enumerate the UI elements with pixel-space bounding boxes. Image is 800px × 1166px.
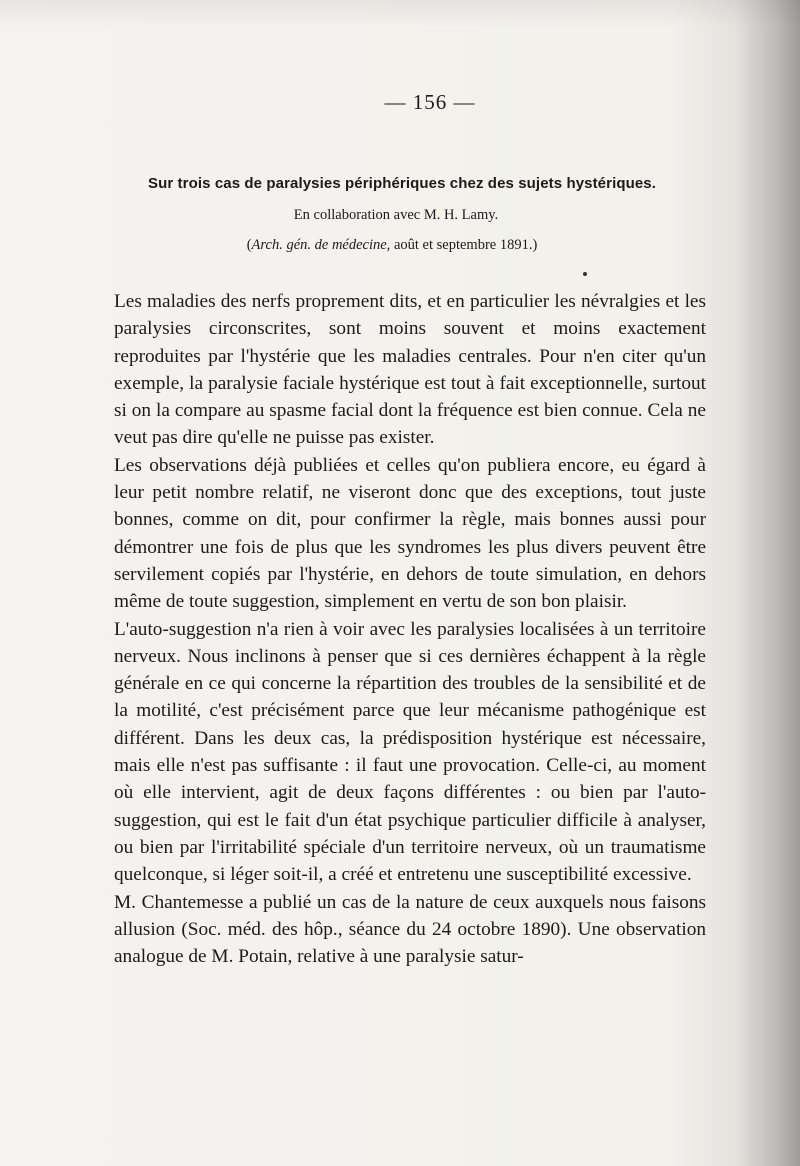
- citation-line: [96, 232, 688, 258]
- body-text: [114, 288, 706, 970]
- page-content: [114, 82, 706, 970]
- paragraph: Les observations déjà publiées et celles qu'on publiera encore, eu égard à leur petit nombre relatif, ne viseront donc que des exceptions, tout juste bonnes, comme on dit, pour confirmer la règle, mais bonnes aussi pour démontrer une fois de plus que les syndromes les plus divers peuvent être servilement copiés par l'hystérie, en dehors de toute simulation, en dehors même de toute suggestion, simplement en vertu de son bon plaisir.: [114, 454, 706, 613]
- collaboration-line: En collaboration avec M. H. Lamy.: [293, 207, 499, 223]
- paragraph: Les maladies des nerfs proprement dits, et en particulier les névralgies et les paralysies circonscrites, sont moins souvent et moins exactement reproduites par l'hystérie que les maladies centrales. Pour n'en citer qu'un exemple, la paralysie faciale hystérique est tout à fait exceptionnelle, surtout si on la compare au spasme facial dont la fréquence est bien connue. Cela ne veut pas dire qu'elle ne puisse pas exister.: [114, 291, 706, 449]
- page-top-shadow: [0, 0, 800, 28]
- article-title: Sur trois cas de paralysies périphériques chez des sujets hystériques.: [147, 175, 657, 192]
- citation-open: (: [246, 237, 252, 253]
- paragraph: M. Chantemesse a publié un cas de la nature de ceux auxquels nous faisons allusion (Soc. méd. des hôp., séance du 24 octobre 1890). Une observation analogue de M. Potain, relative à une paralysie satur-: [114, 891, 706, 968]
- page-number: — 156 —: [384, 90, 476, 114]
- citation-date: août et septembre 1891.): [390, 237, 538, 253]
- paragraph: L'auto-suggestion n'a rien à voir avec les paralysies localisées à un territoire nerveux. Nous inclinons à penser que si ces dernières échappent à la règle générale en ce qui concerne la répartition des troubles de la sensibilité et de la motilité, c'est précisément parce que leur mécanisme pathogénique est différent. Dans les deux cas, la prédisposition hystérique est nécessaire, mais elle n'est pas suffisante : il faut une provocation. Celle-ci, au moment où elle intervient, agit de deux façons différentes : ou bien par l'auto-suggestion, qui est le fait d'un état psychique particulier difficile à analyser, ou bien par l'irritabilité spéciale d'un territoire nerveux, où un traumatisme quelconque, si léger soit-il, a créé et entretenu une susceptibilité excessive.: [114, 618, 706, 886]
- citation-journal: Arch. gén. de médecine,: [251, 237, 391, 253]
